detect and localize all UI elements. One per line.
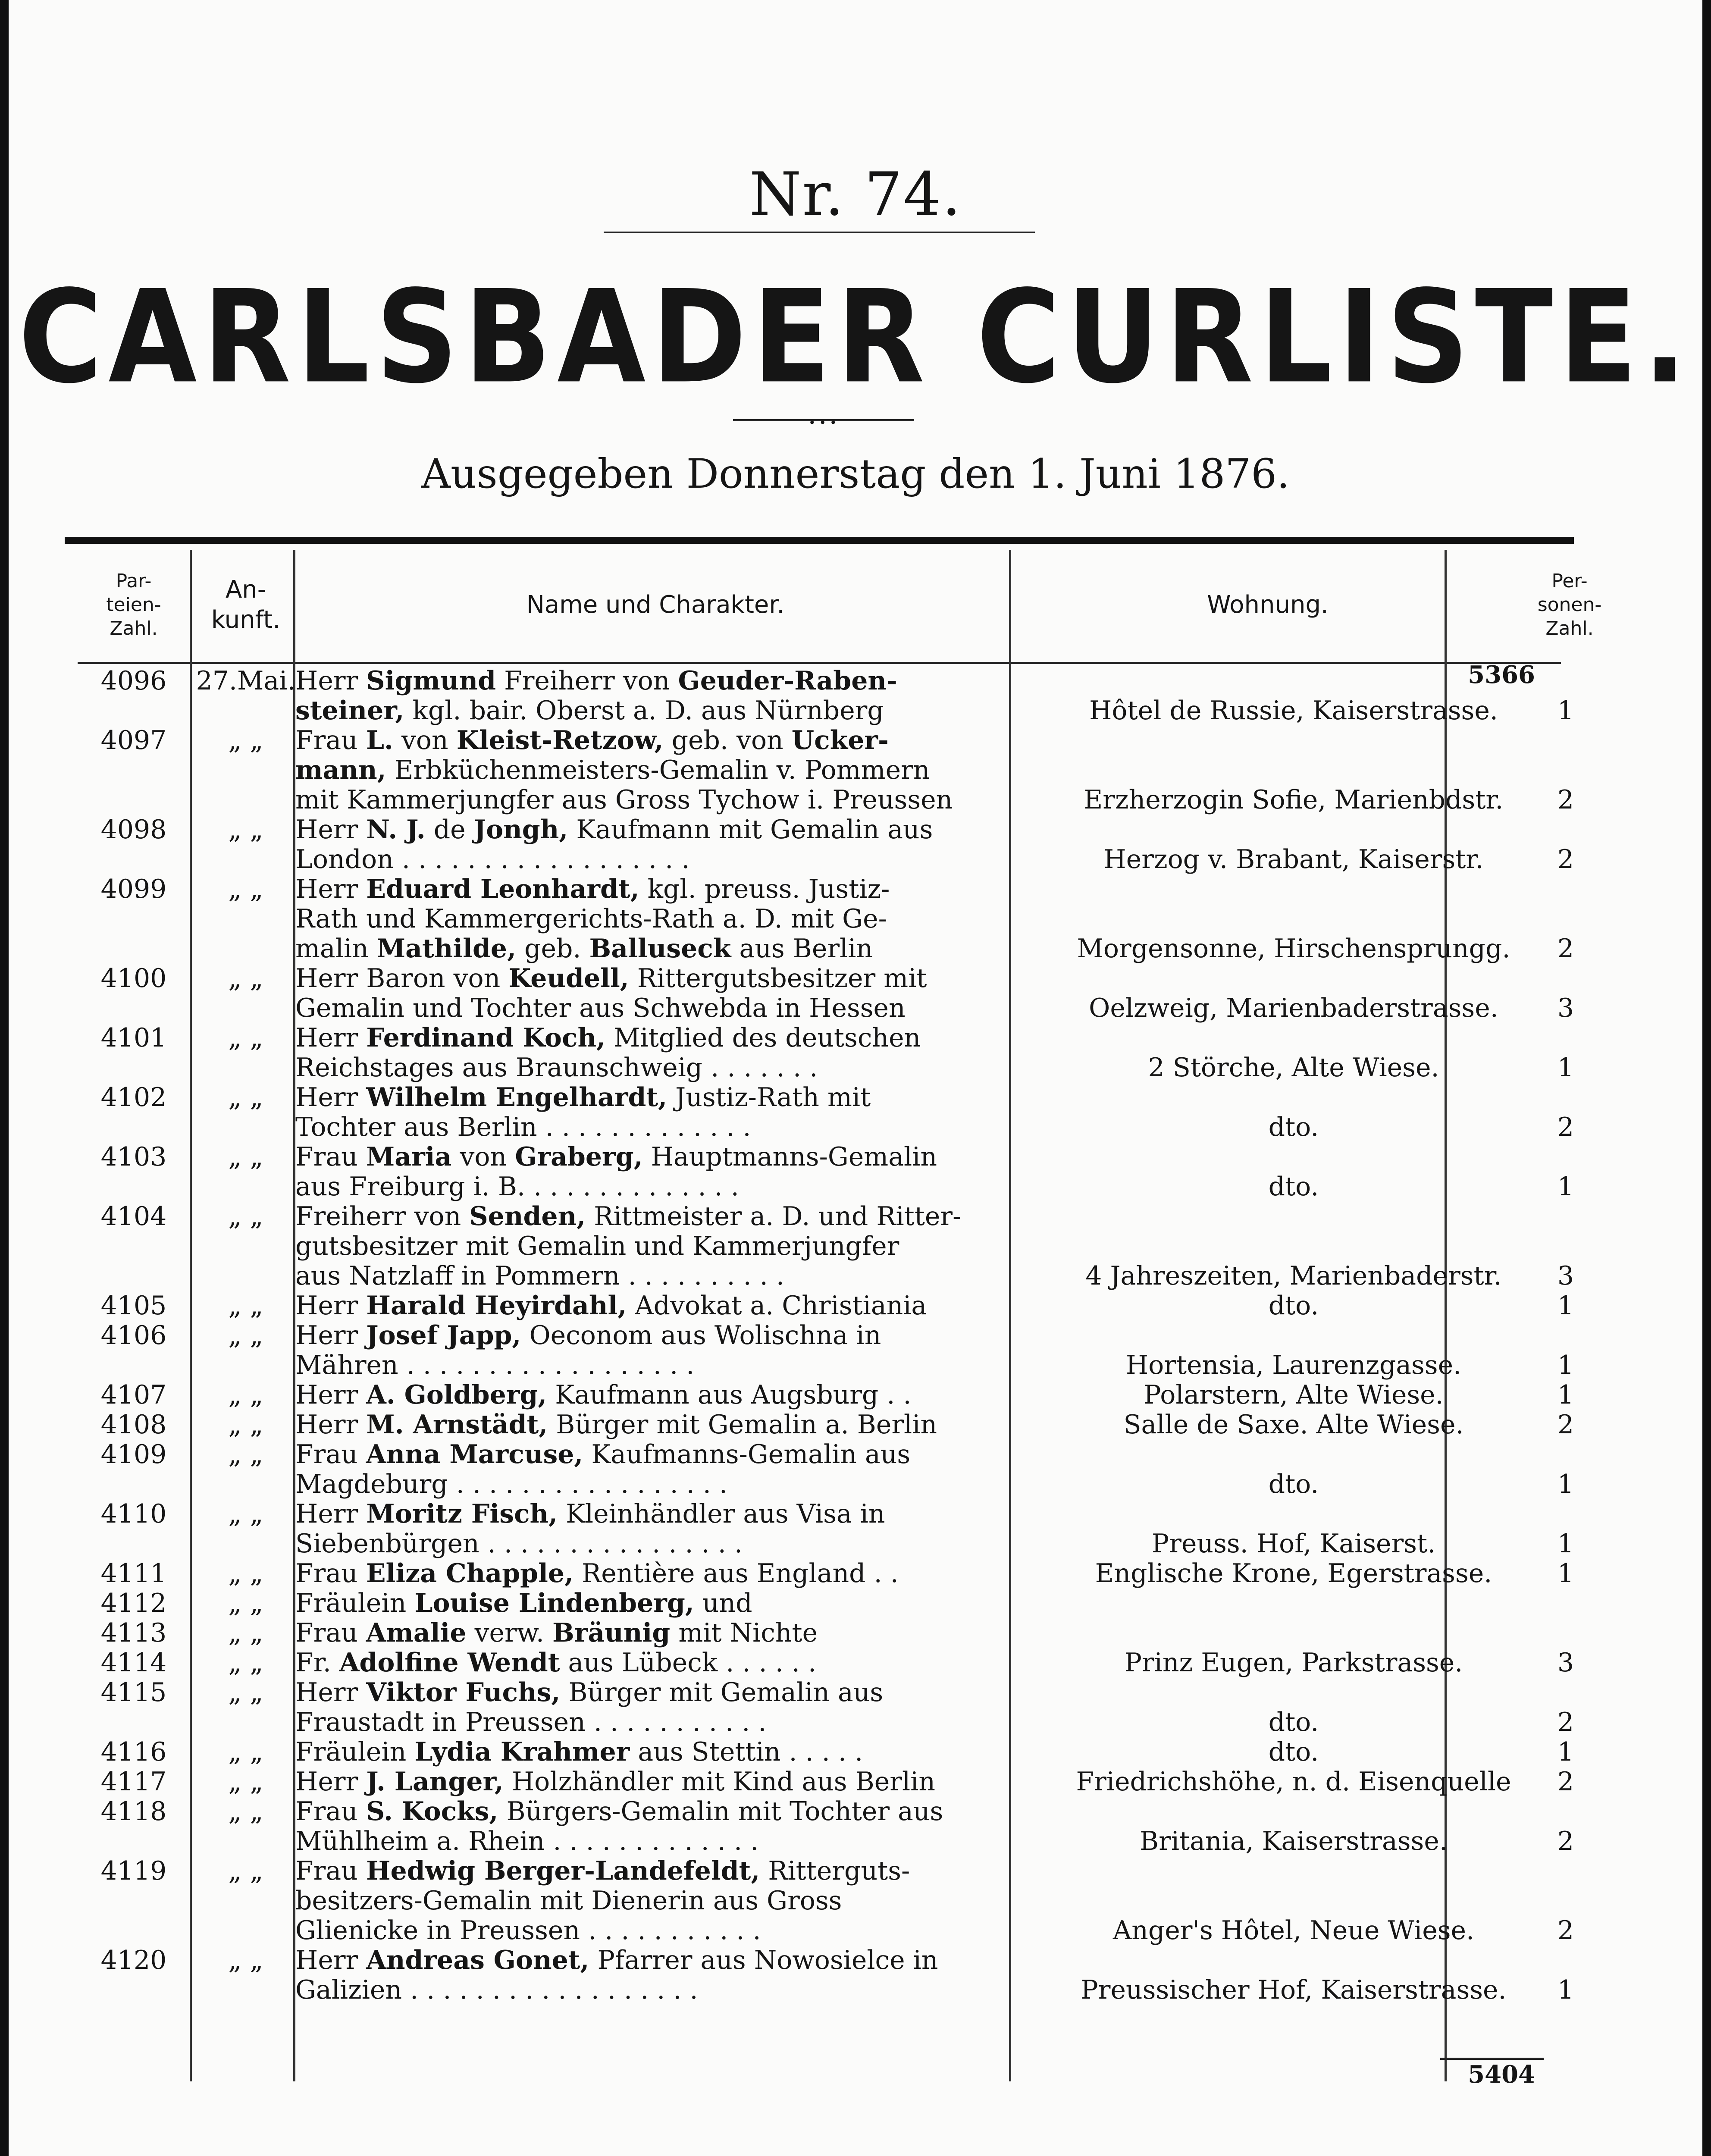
person-count: 2 [1557,785,1574,815]
person-count: 1 [1557,1380,1574,1410]
person-count: 3 [1557,1648,1574,1678]
residence: Hortensia, Laurenzgasse. [1125,1350,1462,1380]
arrival-date: „ „ [228,1499,263,1529]
residence: Hôtel de Russie, Kaiserstrasse. [1089,696,1498,726]
party-number: 4111 [100,1558,167,1589]
residence: dto. [1268,1737,1319,1767]
guest-name: Herr Viktor Fuchs, Bürger mit Gemalin aus Fraustadt in Preussen . . . . . . . . . . . [295,1677,884,1737]
guest-name: Fräulein Lydia Krahmer aus Stettin . . . . . [295,1737,863,1767]
party-number: 4101 [100,1023,167,1053]
arrival-date: „ „ [228,1856,263,1886]
table-row [78,725,1574,815]
person-count: 2 [1557,1112,1574,1142]
table-row [78,1380,1574,1410]
guest-name: Herr N. J. de Jongh, Kaufmann mit Gemalin aus London . . . . . . . . . . . . . . . . . . [295,815,933,874]
guest-name: Herr Baron von Keudell, Rittergutsbesitzer mit Gemalin und Tochter aus Schwebda in Hessen [295,963,927,1023]
person-count: 2 [1557,1767,1574,1797]
table-row [78,1320,1574,1380]
residence: 2 Störche, Alte Wiese. [1148,1053,1439,1083]
person-count: 1 [1557,1350,1574,1380]
table-row [78,1796,1574,1856]
person-count: 1 [1557,1529,1574,1559]
guest-name: Frau Eliza Chapple, Rentière aus England . . [295,1558,899,1589]
table-row [78,963,1574,1023]
party-number: 4114 [100,1648,167,1678]
person-count: 1 [1557,1975,1574,2005]
header-name: Name und Charakter. [526,590,785,619]
person-count: 1 [1557,1558,1574,1589]
table-row [78,1648,1574,1678]
party-number: 4119 [100,1856,167,1886]
header-ankunft: An- kunft. [211,575,281,634]
table-row [78,1558,1574,1589]
ornament-rule: ••• [733,419,914,421]
guest-name: Herr Harald Heyirdahl, Advokat a. Christiania [295,1291,927,1321]
guest-name: Frau L. von Kleist-Retzow, geb. von Ucker- mann, Erbküchenmeisters-Gemalin v. Pommern mit Kammerjungfer aus Gross Tychow i. Preussen [295,725,953,815]
residence: Englische Krone, Egerstrasse. [1095,1558,1492,1589]
arrival-date: „ „ [228,1677,263,1708]
arrival-date: 27.Mai. [196,666,296,696]
party-number: 4109 [100,1439,167,1470]
guest-name: Herr Ferdinand Koch, Mitglied des deutschen Reichstages aus Braunschweig . . . . . . . [295,1023,921,1083]
table-row [78,1023,1574,1083]
person-count: 2 [1557,1410,1574,1440]
guest-name: Herr M. Arnstädt, Bürger mit Gemalin a. Berlin [295,1410,937,1440]
party-number: 4102 [100,1082,167,1112]
total-count: 5404 [1468,2060,1535,2089]
table-top-rule [65,537,1574,544]
residence: Preuss. Hof, Kaiserst. [1151,1529,1436,1559]
guest-name: Frau Hedwig Berger-Landefeldt, Ritterguts- besitzers-Gemalin mit Dienerin aus Gross Glienicke in Preussen . . . . . . . . . . . [295,1856,910,1946]
table-row [78,874,1574,964]
residence: Prinz Eugen, Parkstrasse. [1124,1648,1463,1678]
person-count: 2 [1557,1826,1574,1856]
guest-name: Frau S. Kocks, Bürgers-Gemalin mit Tochter aus Mühlheim a. Rhein . . . . . . . . . . . . . [295,1796,943,1856]
residence: Britania, Kaiserstrasse. [1140,1826,1448,1856]
table-row [78,1082,1574,1142]
guest-name: Herr Eduard Leonhardt, kgl. preuss. Justiz- Rath und Kammergerichts-Rath a. D. mit Ge- malin Mathilde, geb. Balluseck aus Berlin [295,874,890,964]
party-number: 4104 [100,1201,167,1232]
table-row [78,1142,1574,1202]
party-number: 4115 [100,1677,167,1708]
person-count: 1 [1557,1469,1574,1499]
table-row [78,1291,1574,1321]
person-count: 2 [1557,1707,1574,1737]
table-row [78,1589,1561,1618]
person-count: 3 [1557,1261,1574,1291]
guest-name: Frau Anna Marcuse, Kaufmanns-Gemalin aus Magdeburg . . . . . . . . . . . . . . . . . [295,1439,911,1499]
header-personen: Per- sonen- Zahl. [1537,570,1602,639]
residence: dto. [1268,1172,1319,1202]
person-count: 1 [1557,1053,1574,1083]
residence: dto. [1268,1291,1319,1321]
table-row [78,1737,1574,1767]
party-number: 4118 [100,1796,167,1827]
table-row [78,815,1574,874]
guest-name: Herr A. Goldberg, Kaufmann aus Augsburg . . [295,1380,912,1410]
person-count: 1 [1557,1172,1574,1202]
arrival-date: „ „ [228,963,263,993]
residence: Morgensonne, Hirschensprungg. [1077,934,1510,964]
table-header [78,548,1602,664]
residence: Preussischer Hof, Kaiserstrasse. [1081,1975,1507,2005]
residence: Friedrichshöhe, n. d. Eisenquelle [1076,1767,1511,1797]
table-row [78,1618,1561,1648]
party-number: 4105 [100,1291,167,1321]
table-row [78,1767,1574,1797]
guest-name: Frau Amalie verw. Bräunig mit Nichte [295,1618,818,1648]
party-number: 4117 [100,1767,167,1797]
table-row [78,666,1574,726]
arrival-date: „ „ [228,1588,263,1618]
guest-name: Herr Sigmund Freiherr von Geuder-Raben- steiner, kgl. bair. Oberst a. D. aus Nürnberg [295,666,897,726]
guest-name: Herr Moritz Fisch, Kleinhändler aus Visa in Siebenbürgen . . . . . . . . . . . . . . . . [295,1499,885,1559]
carry-over-count: 5366 [1468,661,1535,689]
party-number: 4116 [100,1737,167,1767]
guest-name: Herr Andreas Gonet, Pfarrer aus Nowosielce in Galizien . . . . . . . . . . . . . . . . . . [295,1945,938,2005]
guest-name: Frau Maria von Graberg, Hauptmanns-Gemalin aus Freiburg i. B. . . . . . . . . . . . . . [295,1142,937,1202]
person-count: 1 [1557,696,1574,726]
arrival-date: „ „ [228,725,263,755]
arrival-date: „ „ [228,874,263,904]
party-number: 4099 [100,874,167,904]
arrival-date: „ „ [228,1737,263,1767]
arrival-date: „ „ [228,1410,263,1440]
guest-name: Freiherr von Senden, Rittmeister a. D. und Ritter- gutsbesitzer mit Gemalin und Kammerjungfer aus Natzlaff in Pommern . . . . . . . . . . [295,1201,962,1291]
table-row [78,1439,1574,1499]
arrival-date: „ „ [228,1082,263,1112]
person-count: 1 [1557,1291,1574,1321]
guest-name: Herr Josef Japp, Oeconom aus Wolischna in Mähren . . . . . . . . . . . . . . . . . . [295,1320,881,1380]
party-number: 4108 [100,1410,167,1440]
issue-date: Ausgegeben Donnerstag den 1. Juni 1876. [421,451,1290,498]
party-number: 4110 [100,1499,167,1529]
divider-rule [604,232,1035,233]
arrival-date: „ „ [228,1796,263,1827]
party-number: 4100 [100,963,167,993]
person-count: 2 [1557,934,1574,964]
guest-name: Herr J. Langer, Holzhändler mit Kind aus Berlin [295,1767,935,1797]
table-row [78,1677,1574,1737]
person-count: 1 [1557,1737,1574,1767]
party-number: 4103 [100,1142,167,1172]
arrival-date: „ „ [228,1380,263,1410]
total-rule [1440,2058,1544,2060]
party-number: 4120 [100,1945,167,1975]
arrival-date: „ „ [228,1648,263,1678]
header-parteien: Par- teien- Zahl. [106,570,161,639]
arrival-date: „ „ [228,815,263,845]
table-row [78,1945,1574,2005]
party-number: 4113 [100,1618,167,1648]
header-wohnung: Wohnung. [1207,590,1329,619]
person-count: 3 [1557,993,1574,1023]
residence: Oelzweig, Marienbaderstrasse. [1089,993,1498,1023]
party-number: 4097 [100,725,167,755]
guest-name: Herr Wilhelm Engelhardt, Justiz-Rath mit Tochter aus Berlin . . . . . . . . . . . . . [295,1082,871,1142]
residence: Erzherzogin Sofie, Marienbdstr. [1084,785,1504,815]
arrival-date: „ „ [228,1291,263,1321]
arrival-date: „ „ [228,1201,263,1232]
residence: dto. [1268,1469,1319,1499]
page-title: CARLSBADER CURLISTE. [18,263,1693,412]
party-number: 4107 [100,1380,167,1410]
arrival-date: „ „ [228,1320,263,1351]
residence: dto. [1268,1707,1319,1737]
issue-number: Nr. 74. [749,160,962,229]
arrival-date: „ „ [228,1023,263,1053]
table-row [78,1410,1574,1440]
arrival-date: „ „ [228,1558,263,1589]
arrival-date: „ „ [228,1618,263,1648]
residence: 4 Jahreszeiten, Marienbaderstr. [1085,1261,1502,1291]
person-count: 2 [1557,1915,1574,1946]
party-number: 4098 [100,815,167,845]
guest-name: Fr. Adolfine Wendt aus Lübeck . . . . . . [295,1648,817,1678]
table-row [78,1201,1574,1291]
arrival-date: „ „ [228,1767,263,1797]
arrival-date: „ „ [228,1142,263,1172]
residence: Anger's Hôtel, Neue Wiese. [1112,1915,1475,1946]
arrival-date: „ „ [228,1439,263,1470]
party-number: 4112 [100,1588,167,1618]
table-row [78,1499,1574,1559]
party-number: 4096 [100,666,167,696]
residence: Polarstern, Alte Wiese. [1144,1380,1444,1410]
guest-name: Fräulein Louise Lindenberg, und [295,1588,752,1618]
residence: Salle de Saxe. Alte Wiese. [1123,1410,1464,1440]
party-number: 4106 [100,1320,167,1351]
table-row [78,1856,1574,1946]
arrival-date: „ „ [228,1945,263,1975]
residence: Herzog v. Brabant, Kaiserstr. [1103,844,1484,874]
person-count: 2 [1557,844,1574,874]
residence: dto. [1268,1112,1319,1142]
